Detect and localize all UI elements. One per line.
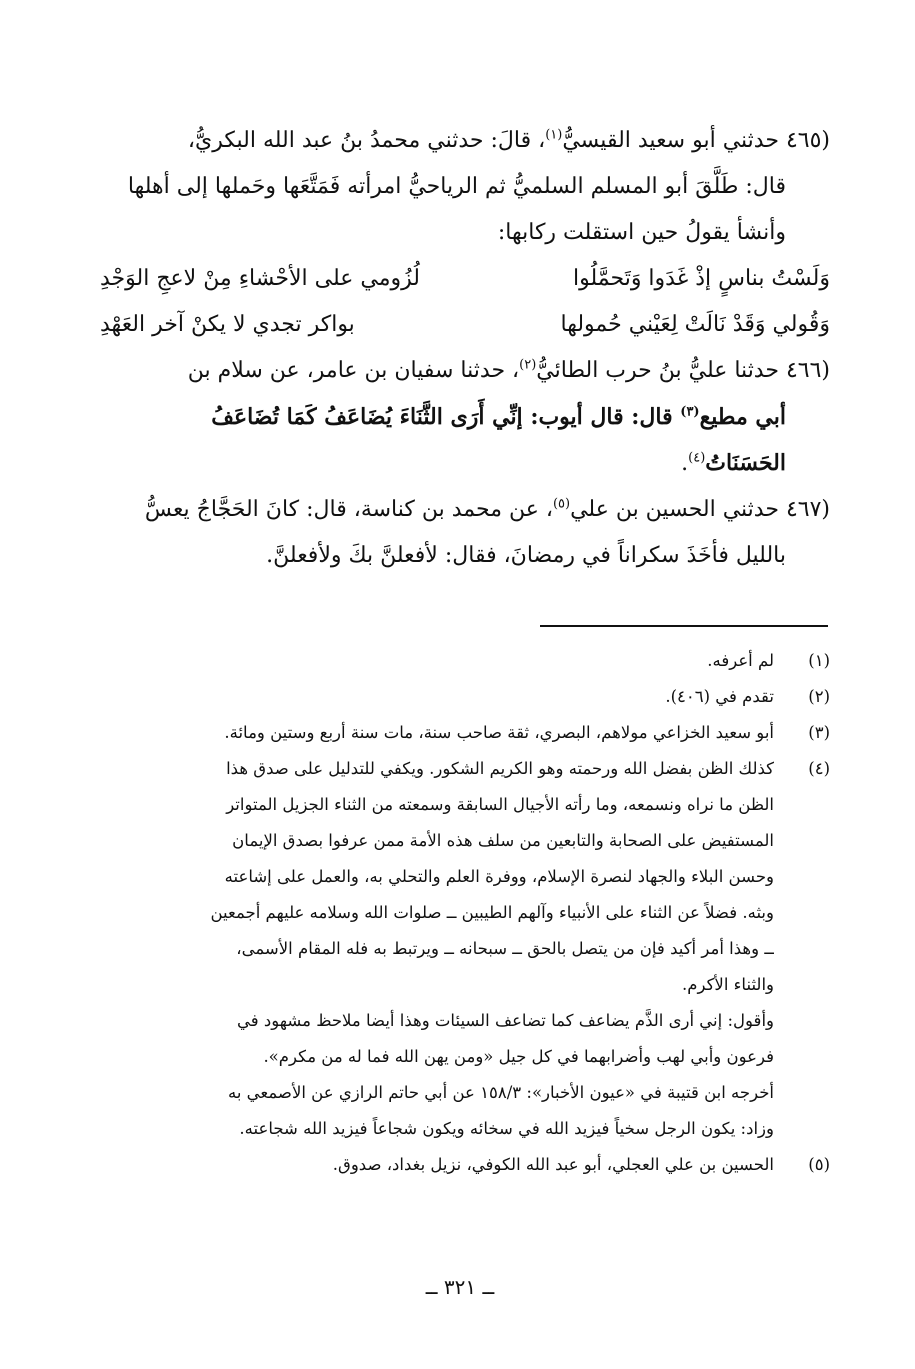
footnotes <box>100 643 830 1183</box>
entry-number: (٤٦٧ <box>785 497 830 522</box>
footnote-number: (٥) <box>808 1155 830 1174</box>
footnote-line: وبثه. فضلاً عن الثناء على الأنبياء وآلهم الطيبين ــ صلوات الله وسلامه عليهم أجمعين <box>210 903 774 922</box>
footnote-ref: (٣) <box>680 404 700 420</box>
footnote-line: والثناء الأكرم. <box>682 975 774 994</box>
text-run: الحَسَنَاتُ <box>705 450 786 476</box>
entry-number: (٤٦٦ <box>785 358 830 383</box>
verse-line-2 <box>100 302 830 348</box>
text-run: حدثني أبو سعيد القيسيُّ <box>562 128 786 153</box>
text-run: ، حدثنا سفيان بن عامر، عن سلام بن <box>187 358 520 383</box>
text-run: قال: قال أيوب: إنِّي أَرَى الثَّنَاءَ يُضَاعَفُ كَمَا تُضَاعَفُ <box>211 404 681 430</box>
text-run: حدثني الحسين بن علي <box>570 497 786 522</box>
footnote-line: كذلك الظن بفضل الله ورحمته وهو الكريم الشكور. ويكفي للتدليل على صدق هذا <box>226 759 774 778</box>
entry-467 <box>100 487 830 579</box>
footnote-line: وأقول: إني أرى الذَّم يضاعف كما تضاعف السيئات وهذا أيضا ملاحظ مشهود في <box>237 1011 774 1030</box>
footnote-number: (١) <box>808 651 830 670</box>
footnote-text <box>100 715 774 751</box>
footnote-1 <box>100 643 830 679</box>
entry-467-line-2: بالليل فأخَذَ سكراناً في رمضانَ، فقال: لأفعلنَّ بكَ ولأفعلنَّ. <box>266 543 786 568</box>
footnote-line: الحسين بن علي العجلي، أبو عبد الله الكوفي، نزيل بغداد، صدوق. <box>332 1155 774 1174</box>
verse-line-1 <box>100 256 830 302</box>
text-run: أبي مطيع <box>699 404 786 430</box>
footnote-separator <box>540 625 828 627</box>
entry-465-line-1 <box>100 118 830 164</box>
footnote-ref: (٢) <box>519 357 537 373</box>
entry-466-line-1 <box>100 348 830 394</box>
entry-465 <box>100 118 830 256</box>
footnote-line: أخرجه ابن قتيبة في «عيون الأخبار»: ١٥٨/٣ عن أبي حاتم الرازي عن الأصمعي به <box>228 1083 774 1102</box>
text-run: . <box>681 451 689 476</box>
footnote-line: ــ وهذا أمر أكيد فإن من يتصل بالحق ــ سبحانه ــ ويرتبط به فله المقام الأسمى، <box>236 939 774 958</box>
footnote-2 <box>100 679 830 715</box>
entry-465-line-2: قال: طَلَّقَ أبو المسلم السلميُّ ثم الرياحيُّ امرأته فَمَتَّعَها وحَملها إلى أهلها <box>127 174 786 199</box>
footnote-line: فرعون وأبي لهب وأضرابهما في كل جيل «ومن يهن الله فما له من مكرم». <box>263 1047 774 1066</box>
verse-hemistich-right: وَقُولي وَقَدْ نَالَتْ لِعَيْني حُمولها <box>560 312 830 337</box>
text-run: حدثنا عليُّ بنُ حرب الطائيُّ <box>536 358 786 383</box>
main-text <box>100 118 830 579</box>
footnote-line: تقدم في (٤٠٦). <box>665 687 774 706</box>
footnote-text <box>100 679 774 715</box>
footnote-text <box>100 643 774 679</box>
footnote-ref: (٤) <box>688 450 706 466</box>
footnote-line: وحسن البلاء والجهاد لنصرة الإسلام، ووفرة العلم والتحلي به، والعمل على إشاعته <box>224 867 774 886</box>
footnote-ref: (١) <box>545 127 563 143</box>
entry-466-line-3 <box>100 440 830 487</box>
verse-hemistich-left: بواكر تجدي لا يكنْ آخر العَهْدِ <box>100 312 355 337</box>
footnote-text <box>100 1147 774 1183</box>
entry-466-line-2 <box>100 394 830 440</box>
verse-hemistich-left: لُزُومي على الأحْشاءِ مِنْ لاعجِ الوَجْدِ <box>100 266 420 291</box>
footnote-line: الظن ما نراه ونسمعه، وما رأته الأجيال السابقة وسمعته من الثناء الجزيل المتواتر <box>226 795 774 814</box>
entry-number: (٤٦٥ <box>785 128 830 153</box>
footnote-5 <box>100 1147 830 1183</box>
entry-467-line-1 <box>100 487 830 533</box>
footnote-line: وزاد: يكون الرجل سخياً فيزيد الله في سخائه ويكون شجاعاً فيزيد الله شجاعته. <box>239 1119 774 1138</box>
verse-hemistich-right: وَلَسْتُ بناسٍ إذْ غَدَوا وَتَحمَّلُوا <box>573 266 830 291</box>
footnote-number: (٢) <box>808 687 830 706</box>
entry-466 <box>100 348 830 487</box>
entry-465-line-3: وأنشأ يقولُ حين استقلت ركابها: <box>497 220 786 245</box>
footnote-line: المستفيض على الصحابة والتابعين من سلف هذه الأمة ممن عرفوا بصدق الإيمان <box>232 831 774 850</box>
footnote-line: لم أعرفه. <box>707 651 774 670</box>
footnote-3 <box>100 715 830 751</box>
page-number: ــ ٣٢١ ــ <box>425 1275 495 1299</box>
footnote-4 <box>100 751 830 787</box>
footnote-number: (٣) <box>808 723 830 742</box>
footnote-number: (٤) <box>808 759 830 778</box>
footnote-ref: (٥) <box>552 496 571 512</box>
text-run: ، قالَ: حدثني محمدُ بنُ عبد الله البكريُّ، <box>187 128 546 153</box>
footnote-4-continuation <box>100 787 830 1147</box>
footnote-line: أبو سعيد الخزاعي مولاهم، البصري، ثقة صاحب سنة، مات سنة أربع وستين ومائة. <box>224 723 774 742</box>
footnote-text <box>100 751 774 787</box>
text-run: ، عن محمد بن كناسة، قال: كانَ الحَجَّاجُ يعسُّ <box>144 497 553 522</box>
